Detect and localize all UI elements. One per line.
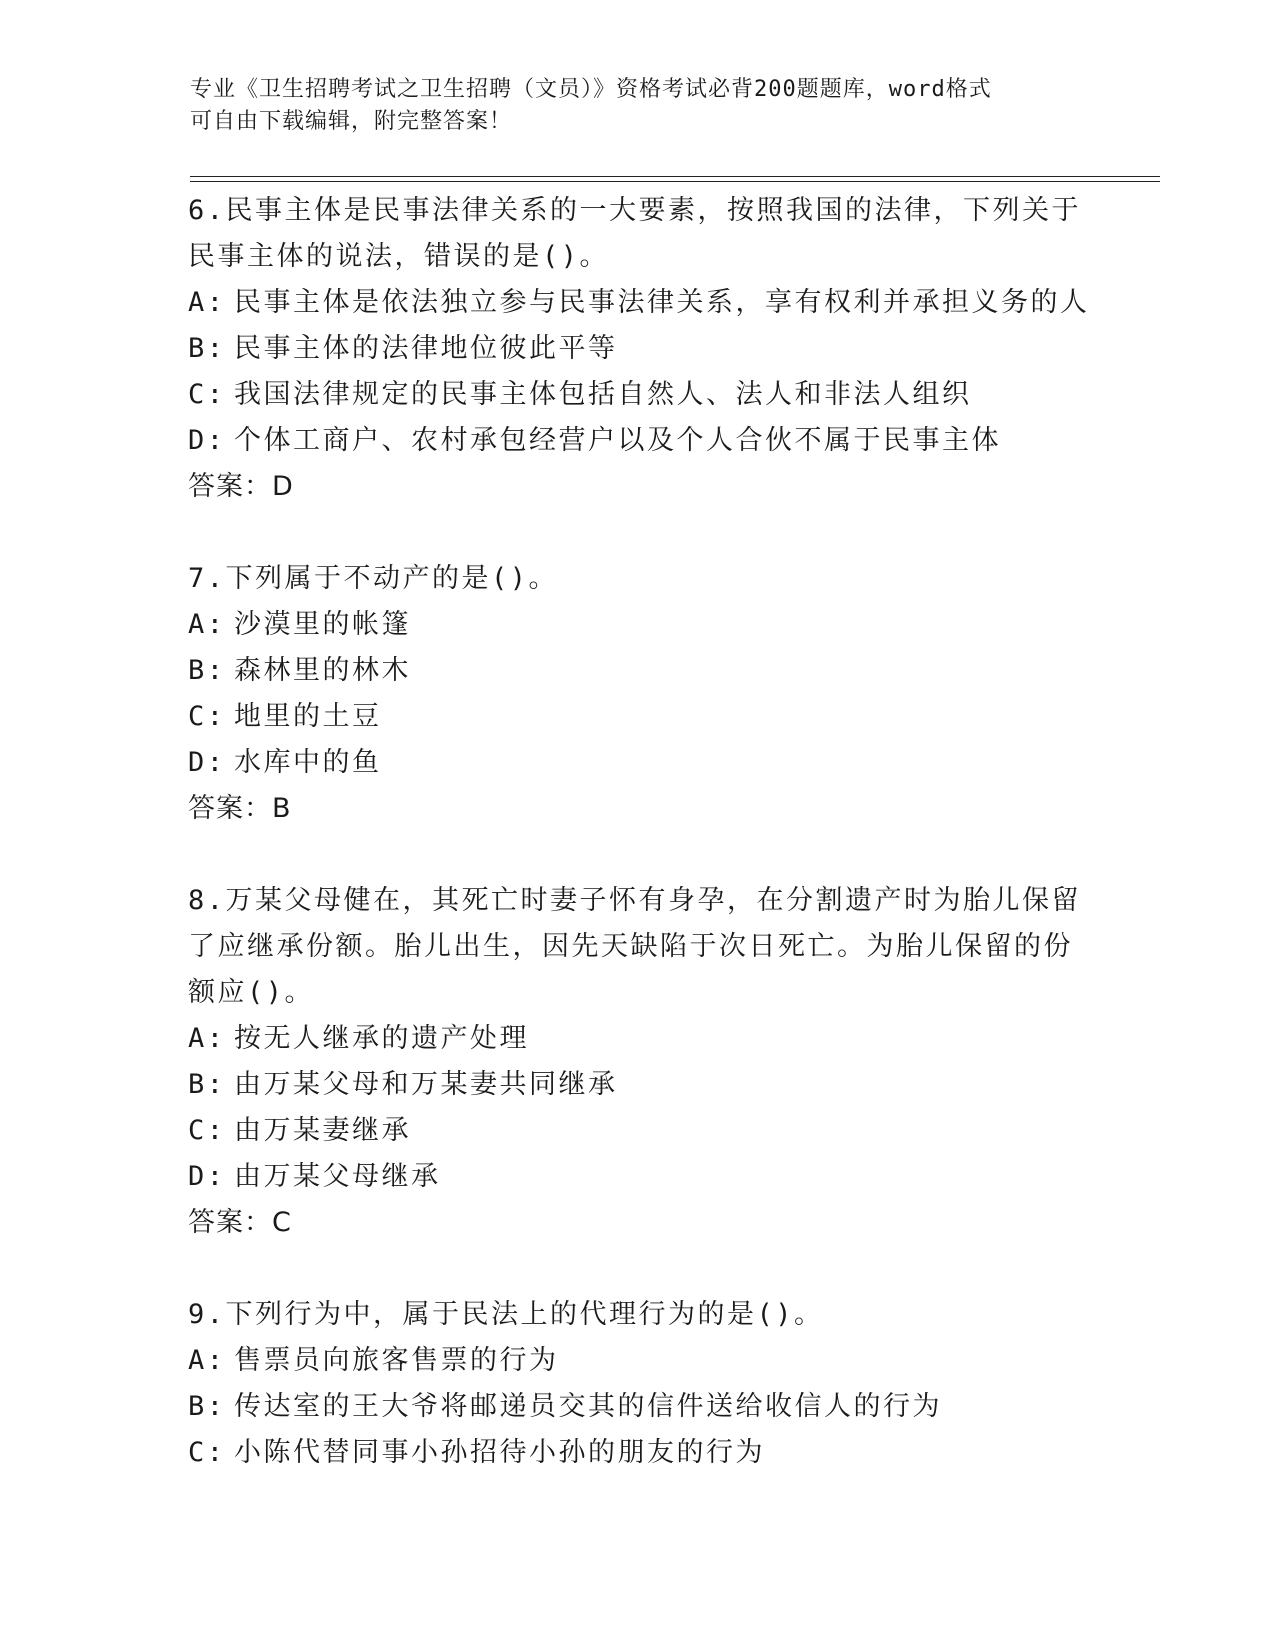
option-text: 传达室的王大爷将邮递员交其的信件送给收信人的行为	[234, 1391, 942, 1422]
option-c	[188, 1430, 1188, 1476]
question-stem-line: 了应继承份额。胎儿出生，因先天缺陷于次日死亡。为胎儿保留的份	[188, 931, 1073, 962]
option-key: D:	[188, 1161, 226, 1192]
question-stem-line: 9.下列行为中，属于民法上的代理行为的是()。	[188, 1299, 824, 1330]
header-line-2: 可自由下载编辑，附完整答案！	[190, 109, 513, 134]
option-d	[188, 740, 1188, 786]
header-divider-top	[190, 176, 1160, 177]
option-d	[188, 1154, 1188, 1200]
option-key: C:	[188, 701, 226, 732]
question-9	[188, 1292, 1188, 1476]
option-c	[188, 694, 1188, 740]
option-key: A:	[188, 1345, 226, 1376]
option-text: 森林里的林木	[234, 655, 411, 686]
option-c	[188, 372, 1188, 418]
question-spacer	[188, 1246, 1188, 1292]
option-text: 个体工商户、农村承包经营户以及个人合伙不属于民事主体	[234, 425, 1001, 456]
option-b	[188, 1062, 1188, 1108]
option-text: 由万某父母和万某妻共同继承	[234, 1069, 618, 1100]
question-stem-line: 额应()。	[188, 977, 315, 1008]
option-b	[188, 648, 1188, 694]
option-b	[188, 1384, 1188, 1430]
option-key: D:	[188, 425, 226, 456]
option-text: 由万某妻继承	[234, 1115, 411, 1146]
option-key: D:	[188, 747, 226, 778]
header-line-1: 专业《卫生招聘考试之卫生招聘（文员）》资格考试必背200题题库，word格式	[190, 77, 992, 102]
option-key: C:	[188, 379, 226, 410]
answer-line: 答案：D	[188, 471, 294, 502]
option-key: A:	[188, 1023, 226, 1054]
option-a	[188, 1338, 1188, 1384]
option-key: A:	[188, 287, 226, 318]
question-stem-line: 7.下列属于不动产的是()。	[188, 563, 559, 594]
answer-line: 答案：B	[188, 793, 292, 824]
answer-line: 答案：C	[188, 1207, 292, 1238]
option-text: 民事主体的法律地位彼此平等	[234, 333, 618, 364]
option-text: 按无人继承的遗产处理	[234, 1023, 529, 1054]
option-text: 小陈代替同事小孙招待小孙的朋友的行为	[234, 1437, 765, 1468]
option-c	[188, 1108, 1188, 1154]
question-6	[188, 188, 1188, 510]
option-key: B:	[188, 1069, 226, 1100]
question-stem-line: 6.民事主体是民事法律关系的一大要素，按照我国的法律，下列关于	[188, 195, 1082, 226]
document-header	[190, 74, 1090, 138]
question-stem-line: 8.万某父母健在，其死亡时妻子怀有身孕，在分割遗产时为胎儿保留	[188, 885, 1082, 916]
option-text: 售票员向旅客售票的行为	[234, 1345, 559, 1376]
option-key: B:	[188, 655, 226, 686]
question-list	[188, 188, 1188, 1476]
option-key: C:	[188, 1115, 226, 1146]
option-a	[188, 1016, 1188, 1062]
question-stem-line: 民事主体的说法，错误的是()。	[188, 241, 610, 272]
option-d	[188, 418, 1188, 464]
question-7	[188, 556, 1188, 832]
option-text: 水库中的鱼	[234, 747, 382, 778]
header-divider-bottom	[190, 181, 1160, 182]
option-key: B:	[188, 1391, 226, 1422]
option-text: 由万某父母继承	[234, 1161, 441, 1192]
question-8	[188, 878, 1188, 1246]
option-text: 沙漠里的帐篷	[234, 609, 411, 640]
option-a	[188, 602, 1188, 648]
option-text: 我国法律规定的民事主体包括自然人、法人和非法人组织	[234, 379, 972, 410]
option-key: C:	[188, 1437, 226, 1468]
option-key: B:	[188, 333, 226, 364]
option-a	[188, 280, 1188, 326]
question-spacer	[188, 510, 1188, 556]
question-spacer	[188, 832, 1188, 878]
option-text: 民事主体是依法独立参与民事法律关系，享有权利并承担义务的人	[234, 287, 1090, 318]
option-b	[188, 326, 1188, 372]
option-text: 地里的土豆	[234, 701, 382, 732]
option-key: A:	[188, 609, 226, 640]
